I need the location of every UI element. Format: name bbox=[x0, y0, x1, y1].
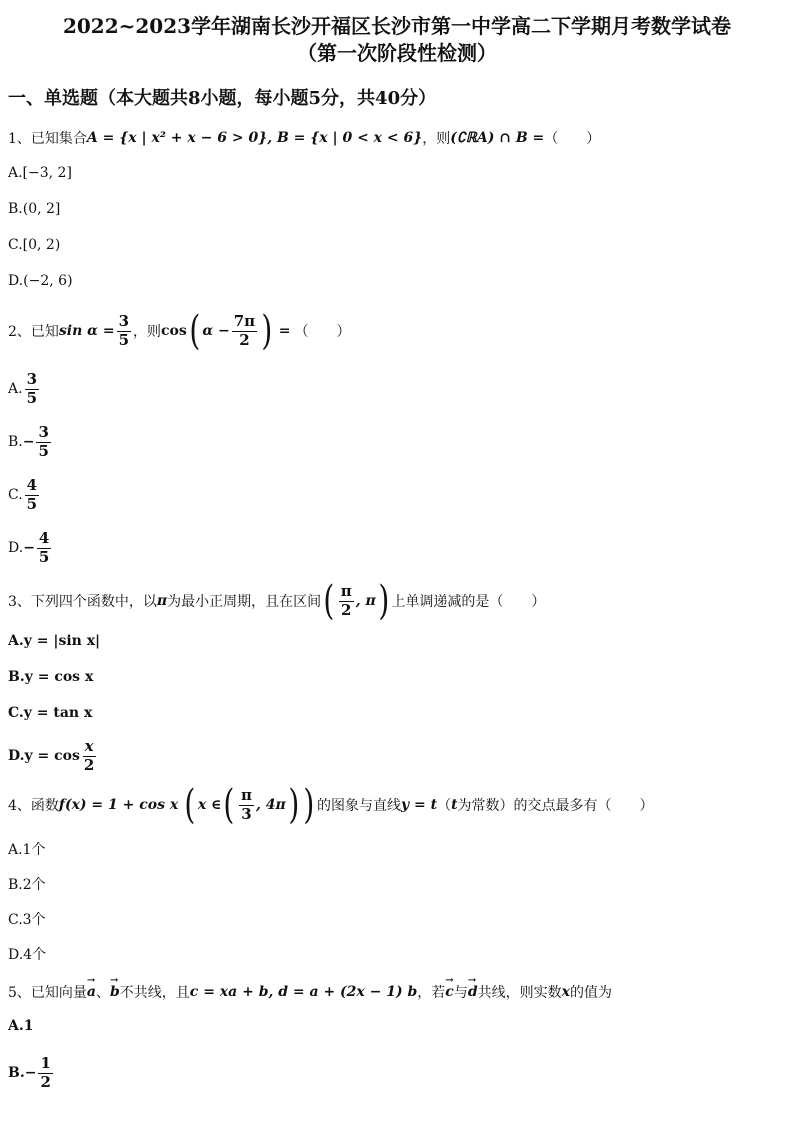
question-2-equals: = bbox=[278, 323, 291, 339]
fraction-denominator: 5 bbox=[38, 547, 50, 566]
question-3-option-b: B.y = cos x bbox=[8, 669, 94, 685]
exam-title: 2022~2023学年湖南长沙开福区长沙市第一中学高二下学期月考数学试卷 bbox=[62, 14, 732, 38]
question-3-interval-tail: , π bbox=[355, 593, 376, 609]
exam-subtitle: （第一次阶段性检测） bbox=[297, 41, 497, 65]
question-5-vector-c: → c bbox=[445, 984, 454, 1000]
question-5-sep: 、 bbox=[96, 985, 110, 1001]
fraction-numerator: 7π bbox=[233, 311, 256, 330]
question-1-option-b: B.(0, 2] bbox=[8, 201, 61, 217]
fraction-denominator: 5 bbox=[26, 388, 37, 407]
question-5-vector-expr: c = xa + b, d = a + (2x − 1) b bbox=[189, 984, 418, 1000]
question-2-option-c bbox=[8, 474, 41, 516]
question-1-option-c: C.[0, 2) bbox=[8, 237, 61, 253]
fraction-denominator: 2 bbox=[239, 330, 250, 349]
option-fraction bbox=[82, 736, 96, 774]
question-4-note: 为常数）的交点最多有（ ） bbox=[457, 798, 654, 814]
right-paren: ) bbox=[261, 308, 273, 354]
question-1-set-b: , B = {x | 0 < x < 6} bbox=[267, 130, 423, 146]
question-4-stem: 4、函数 bbox=[8, 798, 59, 814]
option-fraction bbox=[25, 369, 39, 407]
fraction-denominator: 3 bbox=[241, 804, 252, 823]
question-3-pi: π bbox=[156, 593, 168, 609]
question-3-option-a: A.y = |sin x| bbox=[8, 633, 101, 649]
option-fraction bbox=[36, 422, 50, 460]
question-4-domain-tail: , 4π bbox=[256, 797, 286, 813]
fraction-numerator: 4 bbox=[26, 475, 38, 494]
question-4-option-c: C.3个 bbox=[8, 912, 46, 928]
question-5-vector-d: → d bbox=[468, 984, 478, 1000]
question-2-option-d bbox=[8, 527, 53, 569]
question-5-stem: 5、已知向量 bbox=[8, 985, 87, 1001]
question-1-expression: (∁ℝA) ∩ B = bbox=[450, 130, 545, 146]
question-5 bbox=[8, 982, 612, 1002]
question-3-fraction bbox=[339, 581, 354, 619]
question-1 bbox=[8, 128, 600, 148]
option-label: B. bbox=[8, 434, 23, 450]
left-paren: ( bbox=[223, 782, 235, 828]
question-5-option-b bbox=[8, 1052, 55, 1094]
question-5-mid: 不共线，且 bbox=[119, 985, 190, 1001]
question-2 bbox=[8, 309, 351, 353]
left-paren: ( bbox=[184, 782, 196, 828]
fraction-numerator: 1 bbox=[40, 1053, 51, 1072]
question-2-cos: cos bbox=[161, 323, 187, 339]
fraction-numerator: π bbox=[241, 785, 252, 804]
question-5-tail-3: 的值为 bbox=[569, 985, 612, 1001]
question-4-t: t bbox=[451, 797, 458, 813]
fraction-numerator: 4 bbox=[38, 528, 50, 547]
option-label: D. bbox=[8, 540, 24, 556]
fraction-numerator: x bbox=[84, 736, 94, 755]
question-5-tail-2: 共线，则实数 bbox=[477, 985, 562, 1001]
option-fraction bbox=[38, 1053, 52, 1091]
option-label: D.y = cos bbox=[8, 748, 80, 764]
question-3-tail: 上单调递减的是（ ） bbox=[391, 594, 546, 610]
fraction-denominator: 5 bbox=[118, 330, 129, 349]
left-paren: ( bbox=[323, 578, 335, 624]
question-3-option-c: C.y = tan x bbox=[8, 705, 93, 721]
question-1-mid: ，则 bbox=[422, 131, 451, 147]
question-1-option-a: A.[−3, 2] bbox=[8, 165, 72, 181]
question-3-mid: 为最小正周期，且在区间 bbox=[167, 594, 322, 610]
right-paren: ) bbox=[378, 578, 390, 624]
question-2-option-a bbox=[8, 368, 41, 410]
question-2-alpha: α − bbox=[202, 323, 230, 339]
question-5-option-a: A.1 bbox=[8, 1018, 34, 1034]
question-5-with: 与 bbox=[453, 985, 468, 1001]
question-4-note-open: （ bbox=[437, 798, 452, 814]
right-paren: ) bbox=[288, 782, 300, 828]
question-5-vector-a: → a bbox=[87, 984, 96, 1000]
question-1-option-d: D.(−2, 6) bbox=[8, 273, 73, 289]
fraction-denominator: 5 bbox=[38, 441, 49, 460]
question-2-fraction-2 bbox=[232, 311, 257, 349]
fraction-denominator: 2 bbox=[40, 1072, 51, 1091]
question-5-tail-1: ，若 bbox=[417, 985, 446, 1001]
question-4-line: y = t bbox=[400, 797, 438, 813]
question-4-mid: 的图象与直线 bbox=[316, 798, 401, 814]
question-4-fraction bbox=[239, 785, 254, 823]
question-2-paren: （ ） bbox=[294, 324, 351, 340]
question-2-fraction bbox=[117, 311, 131, 349]
question-2-mid: ，则 bbox=[133, 324, 161, 340]
right-paren: ) bbox=[303, 782, 315, 828]
question-4-option-a: A.1个 bbox=[8, 842, 46, 858]
fraction-numerator: 3 bbox=[26, 369, 37, 388]
question-1-stem: 1、已知集合 bbox=[8, 131, 87, 147]
option-fraction bbox=[25, 475, 39, 513]
question-4-option-d: D.4个 bbox=[8, 947, 47, 963]
question-2-option-b bbox=[8, 421, 53, 463]
question-4-function: f(x) = 1 + cos x bbox=[58, 797, 179, 813]
fraction-denominator: 5 bbox=[26, 494, 38, 513]
option-label: B.− bbox=[8, 1065, 37, 1081]
question-5-vector-b: → b bbox=[110, 984, 120, 1000]
option-label: A. bbox=[8, 381, 23, 397]
question-3 bbox=[8, 580, 545, 622]
fraction-numerator: 3 bbox=[38, 422, 49, 441]
fraction-numerator: π bbox=[340, 581, 352, 600]
question-4-option-b: B.2个 bbox=[8, 877, 46, 893]
fraction-denominator: 2 bbox=[83, 755, 95, 774]
option-sign: − bbox=[23, 540, 35, 556]
question-4 bbox=[8, 783, 654, 827]
option-fraction bbox=[37, 528, 51, 566]
question-1-set-a: A = {x | x² + x − 6 > 0} bbox=[86, 130, 268, 146]
question-3-stem: 3、下列四个函数中，以 bbox=[8, 594, 157, 610]
question-1-paren: （ ） bbox=[544, 131, 601, 147]
option-label: C. bbox=[8, 487, 23, 503]
question-2-stem: 2、已知 bbox=[8, 324, 59, 340]
fraction-denominator: 2 bbox=[341, 600, 352, 619]
left-paren: ( bbox=[189, 308, 201, 354]
question-2-sin: sin α = bbox=[58, 323, 115, 339]
question-3-option-d bbox=[8, 735, 98, 777]
section-heading: 一、单选题（本大题共8小题，每小题5分，共40分） bbox=[8, 88, 437, 109]
question-4-domain: x ∈ bbox=[197, 797, 222, 813]
option-sign: − bbox=[22, 434, 35, 450]
fraction-numerator: 3 bbox=[118, 311, 129, 330]
question-5-x: x bbox=[561, 984, 570, 1000]
